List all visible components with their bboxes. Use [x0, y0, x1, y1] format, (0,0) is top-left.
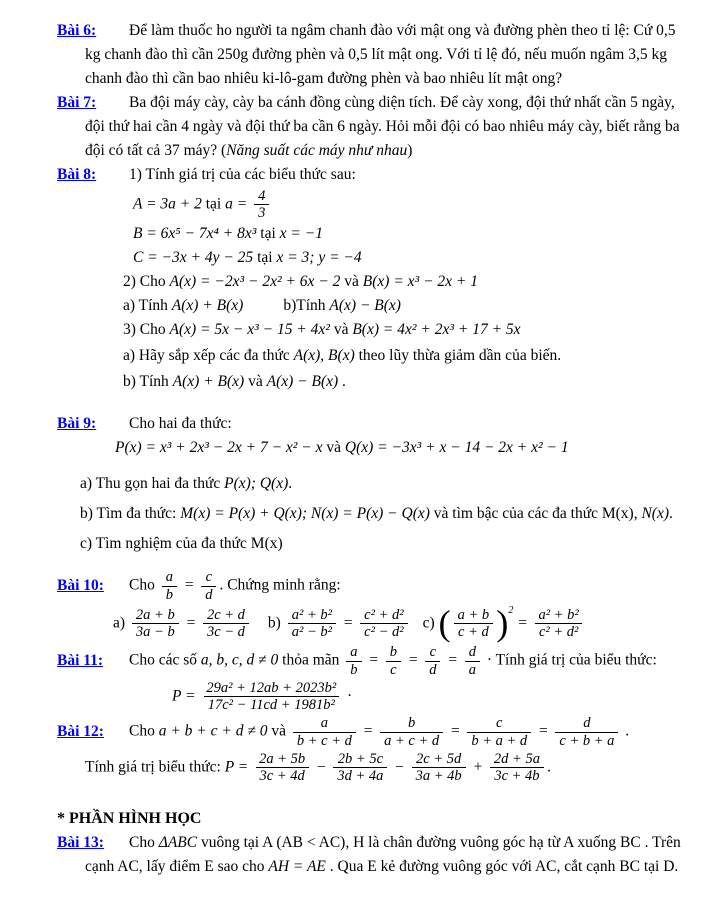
plain-text: vuông tại A (AB < AC), H là chân đường vuông góc hạ từ A xuống BC . Trên: [197, 834, 681, 852]
plain-text: a) Tính: [123, 297, 172, 315]
math-text: P =: [172, 687, 200, 705]
math-text: Q(x) = −3x³ + x − 14 − 2x + x² − 1: [344, 439, 569, 457]
problem-8-expr-C: [57, 247, 676, 269]
math-text: P(x); Q(x): [224, 475, 289, 493]
plain-text: và tìm bậc của các đa thức M(x),: [429, 505, 642, 523]
math-text: =: [338, 614, 358, 632]
fraction-numerator: a² + b²: [538, 606, 579, 623]
fraction-denominator: d: [201, 586, 216, 603]
problem-8-expr-B: [57, 223, 676, 245]
plain-text: .: [288, 475, 293, 493]
fraction-numerator: 2a + 5b: [259, 750, 306, 767]
fraction-denominator: 3: [254, 204, 269, 221]
fraction-denominator: a: [465, 661, 480, 678]
fraction-numerator: 2b + 5c: [337, 750, 384, 767]
fraction-numerator: c: [205, 569, 213, 586]
math-fraction: [255, 751, 309, 784]
plain-text: .: [621, 722, 630, 740]
plain-text: đội thứ hai cần 4 ngày và đội thứ ba cần 6 ngày. Hỏi mỗi đội có bao nhiêu máy cày, biết rằng ba: [85, 118, 680, 135]
math-fraction: [386, 644, 401, 677]
problem-8-part-2: [57, 271, 676, 293]
plain-text: thỏa mãn: [278, 651, 344, 669]
problem-6-line-3: [57, 68, 676, 90]
math-text: a, b, c, d ≠ 0: [200, 651, 279, 669]
fraction-numerator: 2a + b: [135, 606, 175, 623]
fraction-denominator: a² − b²: [288, 623, 336, 640]
fraction-denominator: b + a + d: [467, 732, 531, 749]
math-fraction: [132, 607, 179, 640]
math-text: =: [364, 651, 383, 669]
math-text: Năng suất các máy như nhau: [226, 142, 408, 159]
math-fraction: [288, 607, 336, 640]
plain-text: Cho các số: [129, 651, 201, 669]
math-text: M(x) = P(x) + Q(x); N(x) = P(x) − Q(x): [180, 505, 430, 523]
problem-label: Bài 8:: [57, 166, 97, 183]
fraction-denominator: 3c + 4d: [256, 767, 309, 784]
math-text: a =: [225, 195, 252, 213]
plain-text: kg chanh đào thì cần 250g đường phèn và 0,5 lít mật ong. Với tỉ lệ đó, nếu muốn ngâm 3,5 kg: [85, 46, 667, 63]
fraction-numerator: a + b: [457, 606, 490, 623]
math-text: x = −1: [279, 225, 323, 243]
bold-text: * PHẦN HÌNH HỌC: [57, 810, 202, 828]
math-text: =: [181, 614, 200, 632]
problem-label: Bài 12:: [57, 722, 104, 740]
fraction-numerator: b: [389, 644, 397, 661]
math-text: P =: [224, 758, 253, 776]
plain-text: b) Tìm đa thức:: [80, 505, 181, 523]
column-spacer: [411, 626, 423, 627]
problem-11-expression: [57, 680, 676, 713]
problem-12-line-1: [57, 715, 676, 748]
fraction-numerator: c: [429, 644, 437, 661]
problem-9-line-1: [57, 413, 676, 435]
math-text: x = 3; y = −4: [276, 249, 362, 267]
math-fraction: [201, 569, 216, 602]
fraction-numerator: a: [320, 715, 328, 732]
problem-label: Bài 10:: [57, 576, 104, 594]
math-text: A(x) = −2x³ − 2x² + 6x − 2: [169, 273, 341, 291]
math-text: A(x) − B(x): [266, 373, 339, 391]
plain-text: a) Hãy sắp xếp các đa thức: [123, 347, 294, 365]
plain-text: .: [338, 373, 346, 391]
fraction-numerator: c² + d²: [364, 606, 404, 623]
plain-text: Để làm thuốc ho người ta ngâm chanh đào với mật ong và đường phèn theo tỉ lệ: Cứ 0,5: [129, 22, 676, 39]
math-fraction: [202, 680, 340, 713]
problem-label: Bài 11:: [57, 651, 104, 669]
math-fraction: [293, 715, 356, 748]
problem-8-part-3b: [57, 371, 676, 393]
math-fraction: [490, 751, 544, 784]
fraction-denominator: b: [346, 661, 361, 678]
math-text: P(x) = x³ + 2x³ − 2x + 7 − x² − x: [115, 439, 323, 457]
plain-text: và: [267, 722, 290, 740]
math-fraction: [162, 569, 177, 602]
math-text: =: [443, 651, 462, 669]
fraction-numerator: 2c + 5d: [416, 750, 462, 767]
column-spacer: [252, 626, 268, 627]
column-spacer: [243, 309, 283, 310]
math-text: a + b + c + d ≠ 0: [158, 722, 268, 740]
fraction-denominator: 17c² − 11cd + 1981b²: [204, 696, 339, 713]
math-fraction: [535, 607, 583, 640]
plain-text: 3) Cho: [123, 321, 170, 339]
math-fraction: [454, 607, 494, 640]
problem-6-line-2: [57, 44, 676, 66]
math-text: −: [390, 758, 409, 776]
math-text: B(x) = 4x² + 2x³ + 17 + 5x: [352, 321, 521, 339]
problem-label: Bài 9:: [57, 415, 97, 433]
plain-text: b)Tính: [283, 297, 330, 315]
problem-13-line-1: [57, 832, 681, 854]
problem-7-line-1: [57, 92, 676, 114]
section-heading: [57, 808, 676, 830]
problem-9-polynomials: [57, 437, 676, 459]
fraction-numerator: a² + b²: [291, 606, 332, 623]
problem-8-part-3a: [57, 345, 676, 367]
fraction-numerator: a: [165, 569, 173, 586]
plain-text: · Tính giá trị của biểu thức:: [482, 651, 657, 669]
fraction-numerator: 2d + 5a: [493, 750, 540, 767]
plain-text: c) Tìm nghiệm của đa thức M(x): [80, 535, 283, 553]
plain-text: .: [546, 758, 551, 776]
fraction-numerator: b: [407, 715, 416, 732]
fraction-numerator: 29a² + 12ab + 2023b²: [206, 679, 337, 696]
plain-text: 1) Tính giá trị của các biểu thức sau:: [129, 166, 356, 183]
plain-text: ·: [343, 687, 353, 705]
fraction-numerator: 4: [258, 188, 266, 204]
math-fraction: [412, 751, 466, 784]
math-text: =: [513, 614, 532, 632]
math-text: C = −3x + 4y − 25: [133, 249, 254, 267]
math-text: AH = AE: [268, 858, 326, 876]
plain-text: . Chứng minh rằng:: [219, 576, 341, 594]
problem-13-line-2: [57, 856, 679, 878]
plain-text: Cho: [129, 576, 159, 594]
math-text: =: [404, 651, 423, 669]
math-text: A(x) + B(x): [171, 297, 244, 315]
plain-text: a) Thu gọn hai đa thức: [80, 475, 225, 493]
math-text: =: [534, 722, 553, 740]
problem-8-expr-A: [57, 188, 676, 221]
problem-7-line-3: [57, 140, 676, 162]
fraction-numerator: c: [496, 715, 503, 732]
math-text: −: [312, 758, 331, 776]
plain-text: và: [322, 439, 345, 457]
big-parenthesis: (: [438, 602, 451, 643]
math-fraction: [555, 715, 618, 748]
math-fraction: [465, 644, 480, 677]
math-text: =: [446, 722, 465, 740]
math-text: A(x) = 5x − x³ − 15 + 4x²: [169, 321, 330, 339]
math-fraction: [203, 607, 249, 640]
fraction-denominator: c + b + a: [555, 732, 618, 749]
math-text: +: [468, 758, 487, 776]
plain-text: tại: [201, 195, 226, 213]
math-text: B = 6x⁵ − 7x⁴ + 8x³: [133, 225, 257, 243]
plain-text: Cho hai đa thức:: [129, 415, 232, 433]
problem-label: Bài 6:: [57, 22, 97, 39]
plain-text: và: [244, 373, 267, 391]
fraction-denominator: 3c − d: [203, 623, 249, 640]
plain-text: Cho: [129, 722, 159, 740]
math-text: ΔABC: [158, 834, 198, 852]
fraction-denominator: d: [425, 661, 440, 678]
plain-text: cạnh AC, lấy điểm E sao cho: [85, 858, 269, 876]
problem-9-part-c: [57, 533, 676, 555]
problem-8-part-2ab: [57, 295, 676, 317]
fraction-denominator: c + d: [454, 623, 493, 640]
math-text: A(x), B(x): [293, 347, 355, 365]
fraction-denominator: c² + d²: [535, 623, 582, 640]
fraction-denominator: 3c + 4b: [490, 767, 543, 784]
problem-10-line-1: [57, 569, 676, 602]
problem-8-line-1: [57, 164, 676, 186]
problem-12-line-2: [57, 751, 676, 784]
fraction-denominator: b + c + d: [293, 732, 356, 749]
problem-7-line-2: [57, 116, 680, 138]
problem-9-part-b: [57, 503, 676, 525]
fraction-denominator: c² − d²: [360, 623, 407, 640]
big-parenthesis: ): [496, 602, 509, 643]
plain-text: chanh đào thì cần bao nhiêu ki-lô-gam đường phèn và bao nhiêu lít mật ong?: [85, 70, 563, 87]
math-text: A = 3a + 2: [133, 195, 202, 213]
fraction-denominator: 3a − b: [132, 623, 179, 640]
math-fraction: [425, 644, 440, 677]
plain-text: và: [340, 273, 363, 291]
plain-text: b): [267, 614, 285, 632]
math-text: B(x) = x³ − 2x + 1: [362, 273, 479, 291]
problem-label: Bài 7:: [57, 94, 97, 111]
plain-text: c): [422, 614, 439, 632]
plain-text: tại: [253, 249, 277, 267]
superscript: 2: [508, 605, 514, 617]
plain-text: b) Tính: [123, 373, 173, 391]
math-fraction: [360, 607, 407, 640]
problem-6-line-1: [57, 20, 676, 42]
problem-10-items: [57, 602, 676, 643]
plain-text: theo lũy thừa giảm dần của biến.: [354, 347, 562, 365]
plain-text: đội có tất cả 37 máy? (: [85, 142, 227, 159]
plain-text: Tính giá trị biểu thức:: [85, 758, 225, 776]
plain-text: tại: [256, 225, 280, 243]
plain-text: .: [669, 505, 673, 523]
fraction-numerator: a: [350, 644, 358, 661]
math-fraction: [380, 715, 443, 748]
problem-label: Bài 13:: [57, 834, 104, 852]
fraction-denominator: b: [162, 586, 177, 603]
plain-text: Ba đội máy cày, cày ba cánh đồng cùng diện tích. Để cày xong, đội thứ nhất cần 5 ngày,: [129, 94, 675, 111]
plain-text: a): [113, 614, 129, 632]
math-text: A(x) − B(x): [329, 297, 401, 315]
fraction-denominator: 3d + 4a: [333, 767, 387, 784]
math-text: =: [358, 722, 378, 740]
math-fraction: [467, 715, 531, 748]
math-text: A(x) + B(x): [172, 373, 245, 391]
plain-text: và: [329, 321, 353, 339]
plain-text: . Qua E kẻ đường vuông góc với AC, cắt cạnh BC tại D.: [325, 858, 679, 876]
problem-9-part-a: [57, 473, 676, 495]
fraction-numerator: d: [583, 715, 591, 732]
fraction-numerator: 2c + d: [206, 606, 245, 623]
fraction-numerator: d: [468, 644, 476, 661]
fraction-denominator: 3a + 4b: [412, 767, 466, 784]
math-fraction: [254, 188, 269, 221]
plain-text: Cho: [129, 834, 159, 852]
problem-11-line-1: [57, 644, 676, 677]
math-text: =: [179, 576, 199, 594]
math-fraction: [346, 644, 361, 677]
fraction-denominator: c: [386, 661, 400, 678]
fraction-denominator: a + c + d: [380, 732, 443, 749]
math-text: N(x): [641, 505, 669, 523]
math-fraction: [333, 751, 387, 784]
plain-text: ): [407, 142, 413, 159]
problem-8-part-3: [57, 319, 676, 341]
plain-text: 2) Cho: [123, 273, 170, 291]
